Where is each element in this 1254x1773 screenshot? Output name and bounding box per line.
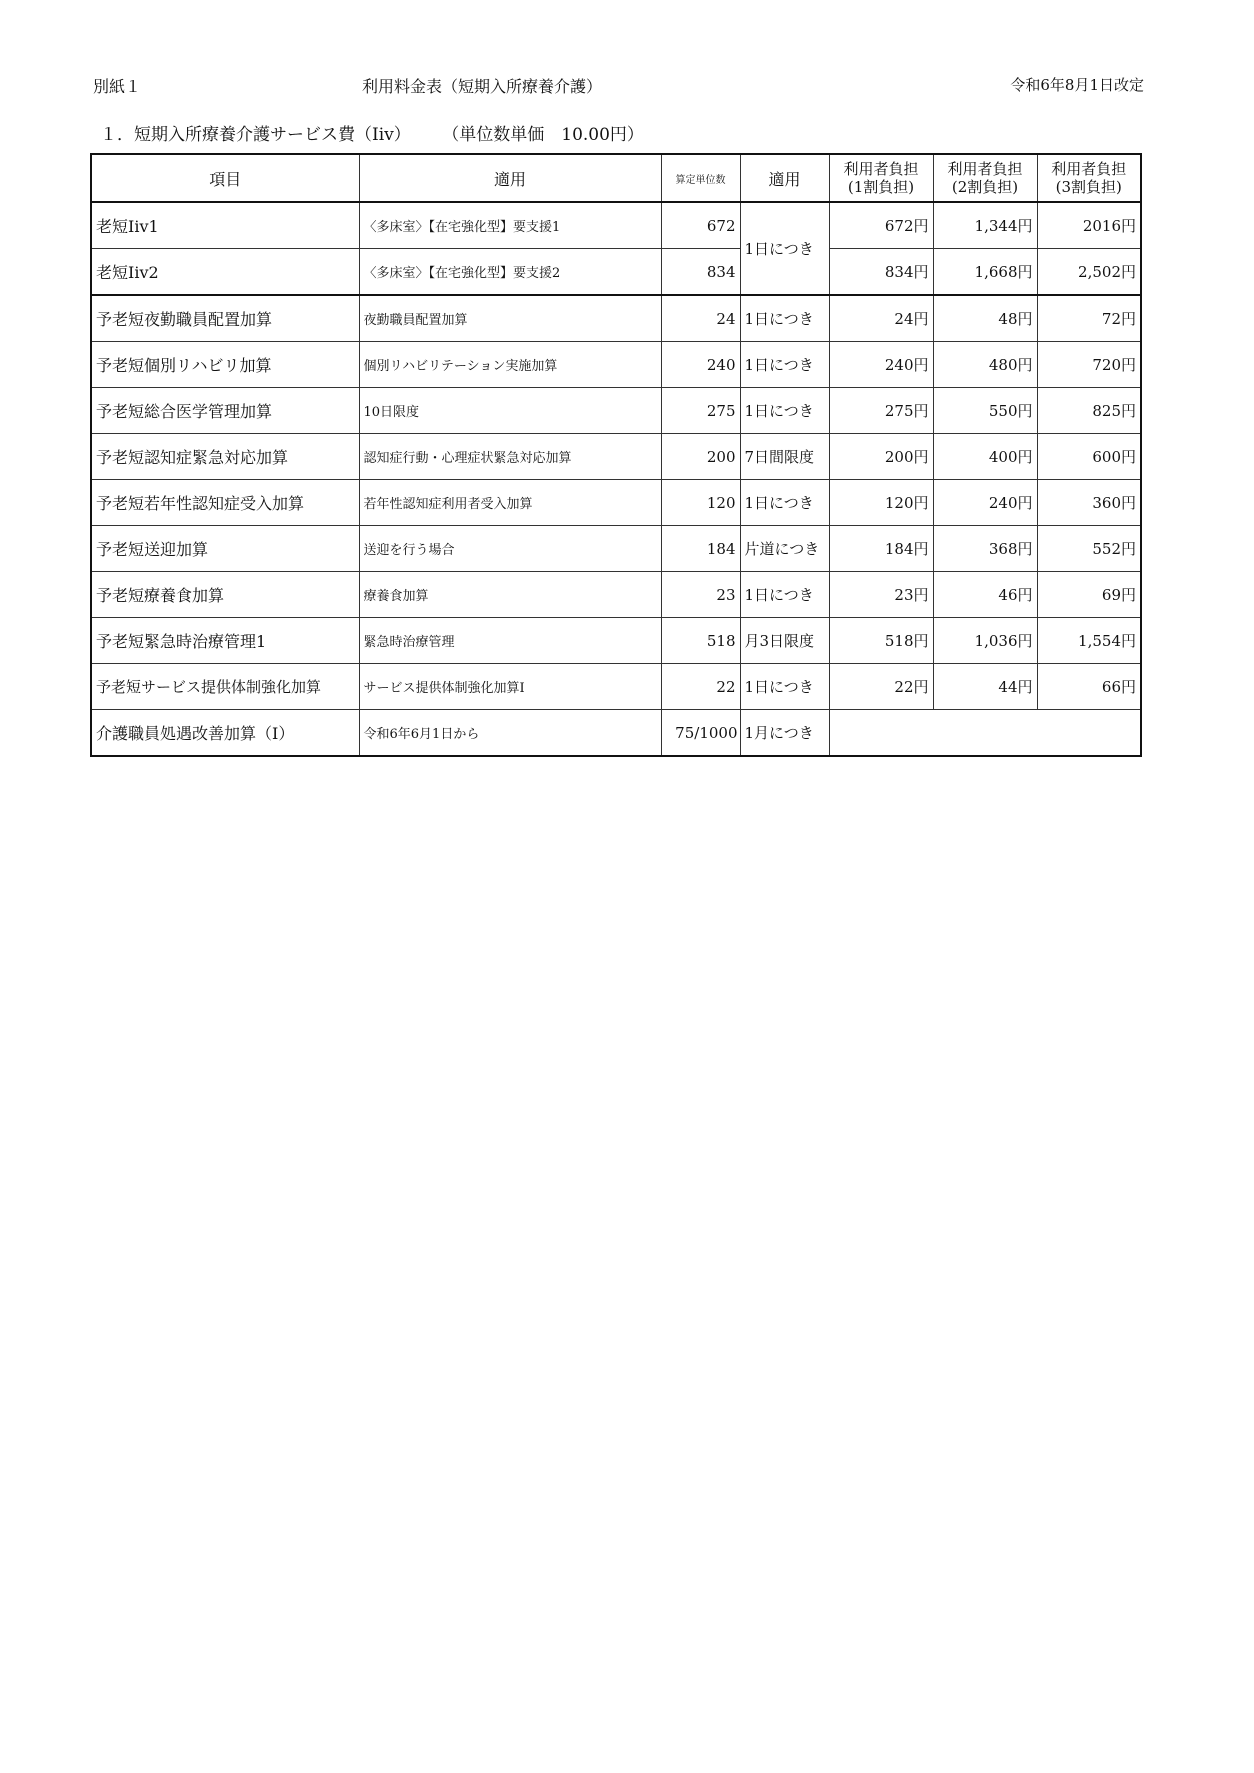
cell-burden-3: 720円 — [1037, 342, 1141, 388]
cell-unit: 1日につき — [740, 572, 829, 618]
table-row — [91, 249, 1141, 296]
revision-date: 令和6年8月1日改定 — [1010, 76, 1144, 94]
cell-item: 予老短認知症緊急対応加算 — [91, 434, 359, 480]
table-row — [91, 202, 1141, 249]
cell-units: 518 — [661, 618, 740, 664]
cell-burden-3: 552円 — [1037, 526, 1141, 572]
cell-apply: 令和6年6月1日から — [359, 710, 661, 757]
cell-apply: サービス提供体制強化加算Ⅰ — [359, 664, 661, 710]
cell-unit: 月3日限度 — [740, 618, 829, 664]
cell-unit: 1日につき — [740, 388, 829, 434]
cell-burden-2: 46円 — [933, 572, 1037, 618]
cell-apply: 緊急時治療管理 — [359, 618, 661, 664]
table-header-row — [91, 154, 1141, 202]
cell-unit: 1日につき — [740, 295, 829, 342]
cell-burden-1: 200円 — [829, 434, 933, 480]
cell-burden-3: 825円 — [1037, 388, 1141, 434]
cell-burden-2: 1,036円 — [933, 618, 1037, 664]
cell-burden-1: 518円 — [829, 618, 933, 664]
table-row — [91, 480, 1141, 526]
section-heading — [100, 120, 644, 145]
table-row — [91, 664, 1141, 710]
cell-burden-2: 1,668円 — [933, 249, 1037, 296]
cell-burden-3: 360円 — [1037, 480, 1141, 526]
cell-item: 老短Ⅰⅳ1 — [91, 202, 359, 249]
header-item: 項目 — [91, 154, 359, 202]
cell-burden-1: 22円 — [829, 664, 933, 710]
cell-burden-2: 368円 — [933, 526, 1037, 572]
cell-unit: 7日間限度 — [740, 434, 829, 480]
cell-item: 予老短個別リハビリ加算 — [91, 342, 359, 388]
cell-unit: 1日につき — [740, 664, 829, 710]
cell-burden-2: 48円 — [933, 295, 1037, 342]
cell-apply: 〈多床室〉【在宅強化型】要支援2 — [359, 249, 661, 296]
table-row — [91, 342, 1141, 388]
cell-burden-2: 550円 — [933, 388, 1037, 434]
empty-burden-cell — [829, 710, 1141, 757]
cell-unit: 1日につき — [740, 342, 829, 388]
cell-units: 240 — [661, 342, 740, 388]
cell-burden-1: 184円 — [829, 526, 933, 572]
cell-burden-1: 672円 — [829, 202, 933, 249]
fee-table — [90, 153, 1142, 757]
cell-units: 24 — [661, 295, 740, 342]
cell-units: 200 — [661, 434, 740, 480]
table-row — [91, 434, 1141, 480]
cell-units: 75/1000 — [661, 710, 740, 757]
header-apply: 適用 — [359, 154, 661, 202]
cell-units: 120 — [661, 480, 740, 526]
section-title: １．短期入所療養介護サービス費（Ⅰⅳ） — [100, 125, 411, 145]
cell-units: 184 — [661, 526, 740, 572]
cell-apply: 個別リハビリテーション実施加算 — [359, 342, 661, 388]
cell-units: 23 — [661, 572, 740, 618]
cell-apply: 若年性認知症利用者受入加算 — [359, 480, 661, 526]
unit-price: （単位数単価 10.00円） — [450, 125, 644, 145]
cell-burden-1: 120円 — [829, 480, 933, 526]
cell-apply: 送迎を行う場合 — [359, 526, 661, 572]
cell-item: 予老短総合医学管理加算 — [91, 388, 359, 434]
cell-burden-3: 69円 — [1037, 572, 1141, 618]
cell-item: 介護職員処遇改善加算（Ⅰ） — [91, 710, 359, 757]
page-title: 利用料金表（短期入所療養介護） — [362, 77, 603, 96]
cell-burden-1: 24円 — [829, 295, 933, 342]
cell-burden-3: 66円 — [1037, 664, 1141, 710]
cell-burden-2: 1,344円 — [933, 202, 1037, 249]
cell-units: 672 — [661, 202, 740, 249]
cell-units: 834 — [661, 249, 740, 296]
table-row — [91, 295, 1141, 342]
cell-item: 予老短送迎加算 — [91, 526, 359, 572]
cell-burden-3: 1,554円 — [1037, 618, 1141, 664]
cell-apply: 認知症行動・心理症状緊急対応加算 — [359, 434, 661, 480]
cell-burden-2: 400円 — [933, 434, 1037, 480]
table-row — [91, 710, 1141, 757]
header-units: 算定単位数 — [661, 154, 740, 202]
cell-item: 予老短サービス提供体制強化加算 — [91, 664, 359, 710]
cell-apply: 〈多床室〉【在宅強化型】要支援1 — [359, 202, 661, 249]
cell-item: 予老短夜勤職員配置加算 — [91, 295, 359, 342]
cell-burden-1: 23円 — [829, 572, 933, 618]
cell-burden-3: 2016円 — [1037, 202, 1141, 249]
cell-unit: 1日につき — [740, 202, 829, 295]
cell-unit: 1月につき — [740, 710, 829, 757]
cell-apply: 夜勤職員配置加算 — [359, 295, 661, 342]
header-unit: 適用 — [740, 154, 829, 202]
cell-apply: 10日限度 — [359, 388, 661, 434]
cell-burden-3: 2,502円 — [1037, 249, 1141, 296]
attachment-label: 別紙１ — [93, 77, 142, 96]
cell-burden-2: 480円 — [933, 342, 1037, 388]
cell-burden-1: 834円 — [829, 249, 933, 296]
table-row — [91, 618, 1141, 664]
cell-item: 老短Ⅰⅳ2 — [91, 249, 359, 296]
cell-units: 22 — [661, 664, 740, 710]
cell-unit: 片道につき — [740, 526, 829, 572]
cell-item: 予老短療養食加算 — [91, 572, 359, 618]
cell-burden-2: 240円 — [933, 480, 1037, 526]
table-row — [91, 526, 1141, 572]
table-row — [91, 572, 1141, 618]
header-burden-3: 利用者負担 (3割負担) — [1037, 154, 1141, 202]
cell-item: 予老短若年性認知症受入加算 — [91, 480, 359, 526]
cell-burden-1: 240円 — [829, 342, 933, 388]
cell-burden-3: 72円 — [1037, 295, 1141, 342]
cell-burden-2: 44円 — [933, 664, 1037, 710]
cell-burden-3: 600円 — [1037, 434, 1141, 480]
cell-apply: 療養食加算 — [359, 572, 661, 618]
header-burden-2: 利用者負担 (2割負担) — [933, 154, 1037, 202]
cell-units: 275 — [661, 388, 740, 434]
table-row — [91, 388, 1141, 434]
cell-item: 予老短緊急時治療管理1 — [91, 618, 359, 664]
cell-unit: 1日につき — [740, 480, 829, 526]
header-burden-1: 利用者負担 (1割負担) — [829, 154, 933, 202]
cell-burden-1: 275円 — [829, 388, 933, 434]
